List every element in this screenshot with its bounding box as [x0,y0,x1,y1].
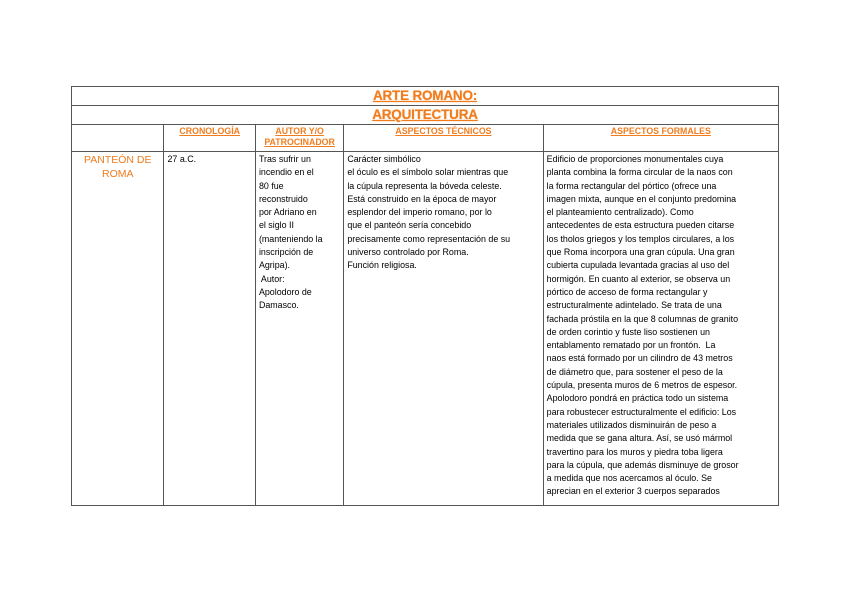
autor-line: Autor: [258,273,285,284]
formales-line: estructuralmente adintelado. Se trata de una [546,300,722,311]
row-label-cell [72,152,164,506]
autor-line: Damasco. [258,300,299,311]
formales-line: planta combina la forma circular de la naos con [546,167,733,178]
autor-line: inscripción de [258,247,314,258]
autor-cell [255,152,343,506]
tecnicos-line: esplendor del imperio romano, por lo [347,207,492,218]
autor-line: por Adriano en [258,207,317,218]
formales-line: antecedentes de esta estructura pueden citarse [546,220,735,231]
formales-line: los tholos griegos y los templos circulares, a los [546,233,735,244]
formales-line: medida que se gana altura. Así, se usó mármol [546,433,733,444]
header-formales [543,125,778,152]
formales-line: imagen mixta, aunque en el conjunto predomina [546,193,737,204]
header-autor-line1: AUTOR Y/O [275,126,324,136]
table-subtitle: ARQUITECTURA [372,107,478,122]
header-autor [255,125,343,152]
formales-line: entablamento rematado por un frontón. La [546,340,716,351]
formales-line: fachada próstila en la que 8 columnas de granito [546,313,739,324]
title-row [72,87,779,106]
tecnicos-line: precisamente como representación de su [347,233,511,244]
autor-line: Agripa). [258,260,291,271]
header-row [72,125,779,152]
table-title: ARTE ROMANO: [372,88,478,103]
subtitle-row [72,106,779,125]
header-tecnicos [344,125,543,152]
header-autor-line2: PATROCINADOR [264,136,335,147]
header-empty [72,125,164,152]
formales-line: Edificio de proporciones monumentales cuya [546,154,724,164]
date-text: 27 a.C. [167,154,197,164]
autor-line: el siglo II [258,220,294,231]
formales-line: pórtico de acceso de forma rectangular y [546,286,708,297]
formales-line: a medida que nos acercamos al óculo. Se [546,473,712,484]
title-cell [72,87,779,106]
formales-line: para robustecer estructuralmente el edificio: Los [546,406,737,417]
tecnicos-line: la cúpula representa la bóveda celeste. [347,180,502,191]
formales-line: que Roma incorpora una gran cúpula. Una gran [546,247,735,258]
autor-line: 80 fue [258,180,284,191]
autor-line: Tras sufrir un [258,154,311,164]
subtitle-cell [72,106,779,125]
autor-line: reconstruido [258,193,308,204]
autor-line: (manteniendo la [258,233,323,244]
formales-line: naos está formado por un cilindro de 43 metros [546,353,733,364]
formales-line: el planteamiento centralizado). Como [546,207,694,218]
row-label-line1: PANTEÓN DE [84,154,152,166]
formales-line: cubierta cupulada levantada gracias al uso del [546,260,730,271]
cronologia-cell [164,152,255,506]
formales-line: de diámetro que, para sostener el peso de la [546,366,723,377]
header-formales-label: ASPECTOS FORMALES [610,126,711,136]
tecnicos-line: universo controlado por Roma. [347,247,469,258]
formales-line: Apolodoro pondrá en práctica todo un sistema [546,393,729,404]
autor-line: Apolodoro de [258,286,312,297]
tecnicos-line: Carácter simbólico [347,154,421,164]
tecnicos-line: que el panteón sería concebido [347,220,472,231]
header-tecnicos-label: ASPECTOS TÉCNICOS [395,126,492,136]
row-label-line2: ROMA [101,168,134,180]
panteon-row [72,152,779,506]
tecnicos-line: Función religiosa. [347,260,417,271]
formales-line: cúpula, presenta muros de 6 metros de espesor. [546,380,738,391]
formales-line: aprecian en el exterior 3 cuerpos separados [546,486,720,497]
formales-line: de orden corintio y fuste liso sostienen un [546,326,710,337]
tecnicos-line: el óculo es el símbolo solar mientras que [347,167,509,178]
formales-line: materiales utilizados disminuirán de peso a [546,419,717,430]
formales-line: travertino para los muros y piedra toba ligera [546,446,723,457]
formales-line: para la cúpula, que además disminuye de grosor [546,459,739,470]
autor-line: incendio en el [258,167,314,178]
tecnicos-cell [344,152,543,506]
formales-line: la forma rectangular del pórtico (ofrece una [546,180,717,191]
header-cronologia [164,125,255,152]
header-cronologia-label: CRONOLOGÍA [179,126,241,136]
tecnicos-line: Está construido en la época de mayor [347,193,497,204]
art-table [71,86,779,506]
formales-cell [543,152,778,506]
formales-line: hormigón. En cuanto al exterior, se observa un [546,273,731,284]
